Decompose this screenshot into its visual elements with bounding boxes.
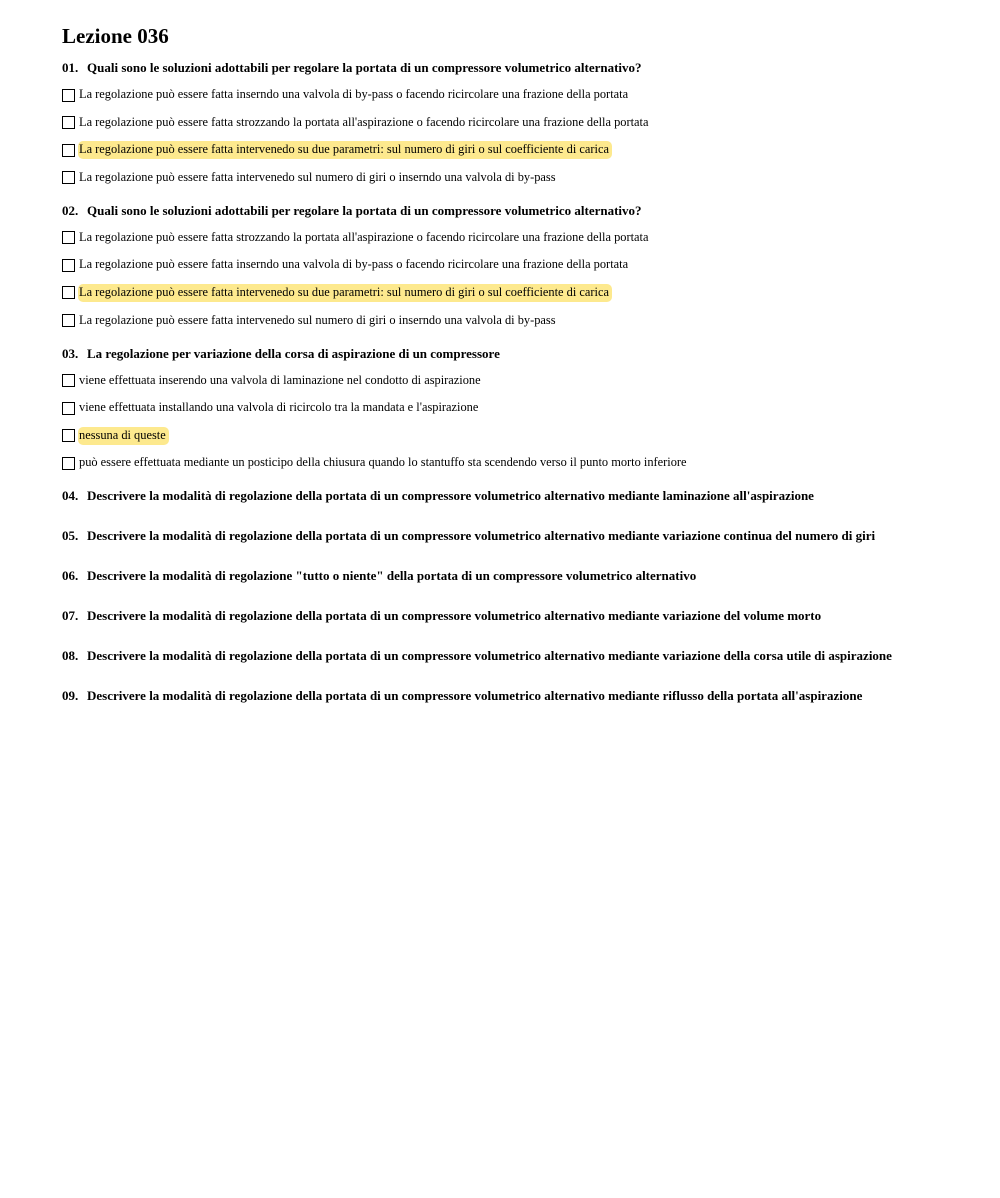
question-number: 05. — [62, 528, 79, 544]
question-heading — [62, 647, 962, 665]
question-text: Descrivere la modalità di regolazione "tutto o niente" della portata di un compressore volumetrico alternativo — [87, 568, 697, 584]
answer-option[interactable] — [62, 283, 962, 303]
question-8 — [62, 647, 962, 665]
answer-option[interactable] — [62, 311, 962, 331]
question-number: 08. — [62, 648, 79, 664]
question-number: 03. — [62, 345, 79, 361]
question-heading — [62, 202, 962, 220]
question-number: 02. — [62, 202, 79, 218]
answer-options — [62, 85, 962, 188]
answer-option[interactable] — [62, 228, 962, 248]
question-number: 01. — [62, 60, 79, 75]
question-text: Quali sono le soluzioni adottabili per regolare la portata di un compressore volumetrico alternativo? — [87, 60, 642, 75]
answer-text: La regolazione può essere fatta strozzando la portata all'aspirazione o facendo ricircolare una frazione della portata — [79, 229, 649, 244]
highlighted-answer-text: nessuna di queste — [78, 427, 169, 445]
question-number: 07. — [62, 608, 79, 624]
question-1 — [62, 59, 962, 188]
checkbox-icon[interactable] — [62, 89, 75, 102]
question-heading — [62, 487, 962, 505]
question-text: Quali sono le soluzioni adottabili per regolare la portata di un compressore volumetrico alternativo? — [87, 202, 642, 218]
question-3 — [62, 345, 962, 474]
question-2 — [62, 202, 962, 331]
checkbox-icon[interactable] — [62, 286, 75, 299]
question-heading — [62, 59, 962, 77]
answer-text: La regolazione può essere fatta intervenedo sul numero di giri o inserndo una valvola di by-pass — [79, 312, 556, 327]
answer-options — [62, 228, 962, 331]
checkbox-icon[interactable] — [62, 171, 75, 184]
answer-text: La regolazione può essere fatta inserndo una valvola di by-pass o facendo ricircolare una frazione della portata — [79, 257, 629, 272]
answer-option[interactable] — [62, 168, 962, 188]
question-heading — [62, 345, 962, 363]
answer-option[interactable] — [62, 255, 962, 275]
checkbox-icon[interactable] — [62, 259, 75, 272]
answer-option[interactable] — [62, 140, 962, 160]
answer-text: viene effettuata inserendo una valvola di laminazione nel condotto di aspirazione — [79, 372, 481, 387]
checkbox-icon[interactable] — [62, 457, 75, 470]
question-7 — [62, 607, 962, 625]
question-number: 09. — [62, 688, 79, 704]
question-list — [62, 59, 962, 705]
checkbox-icon[interactable] — [62, 402, 75, 415]
answer-text: La regolazione può essere fatta intervenedo sul numero di giri o inserndo una valvola di by-pass — [79, 169, 556, 184]
question-text: Descrivere la modalità di regolazione della portata di un compressore volumetrico alternativo mediante variazione continua del numero di giri — [87, 528, 876, 544]
question-heading — [62, 687, 962, 705]
question-heading — [62, 607, 962, 625]
checkbox-icon[interactable] — [62, 314, 75, 327]
answer-text: La regolazione può essere fatta strozzando la portata all'aspirazione o facendo ricircolare una frazione della portata — [79, 114, 649, 129]
question-text: Descrivere la modalità di regolazione della portata di un compressore volumetrico alternativo mediante variazione della corsa utile di aspirazione — [87, 648, 892, 664]
question-text: La regolazione per variazione della corsa di aspirazione di un compressore — [87, 345, 500, 361]
question-heading — [62, 527, 962, 545]
checkbox-icon[interactable] — [62, 429, 75, 442]
answer-option[interactable] — [62, 398, 962, 418]
answer-option[interactable] — [62, 371, 962, 391]
answer-option[interactable] — [62, 426, 962, 446]
highlighted-answer-text: La regolazione può essere fatta intervenedo su due parametri: sul numero di giri o sul coefficiente di carica — [78, 284, 612, 302]
question-6 — [62, 567, 962, 585]
question-text: Descrivere la modalità di regolazione della portata di un compressore volumetrico alternativo mediante riflusso della portata all'aspirazione — [87, 688, 863, 704]
checkbox-icon[interactable] — [62, 144, 75, 157]
answer-option[interactable] — [62, 85, 962, 105]
answer-option[interactable] — [62, 113, 962, 133]
highlighted-answer-text: La regolazione può essere fatta intervenedo su due parametri: sul numero di giri o sul coefficiente di carica — [78, 141, 612, 159]
document-page — [62, 22, 962, 727]
answer-text: La regolazione può essere fatta inserndo una valvola di by-pass o facendo ricircolare una frazione della portata — [79, 87, 629, 101]
checkbox-icon[interactable] — [62, 374, 75, 387]
question-text: Descrivere la modalità di regolazione della portata di un compressore volumetrico alternativo mediante laminazione all'aspirazione — [87, 488, 814, 504]
checkbox-icon[interactable] — [62, 116, 75, 129]
answer-options — [62, 371, 962, 474]
checkbox-icon[interactable] — [62, 231, 75, 244]
question-number: 04. — [62, 488, 79, 504]
lesson-title: Lezione 036 — [62, 24, 169, 48]
question-number: 06. — [62, 568, 79, 584]
answer-text: può essere effettuata mediante un posticipo della chiusura quando lo stantuffo sta scendendo verso il punto morto inferiore — [79, 455, 687, 470]
question-5 — [62, 527, 962, 545]
question-9 — [62, 687, 962, 705]
question-heading — [62, 567, 962, 585]
question-4 — [62, 487, 962, 505]
answer-text: viene effettuata installando una valvola di ricircolo tra la mandata e l'aspirazione — [79, 400, 479, 415]
question-text: Descrivere la modalità di regolazione della portata di un compressore volumetrico alternativo mediante variazione del volume morto — [87, 608, 822, 624]
answer-option[interactable] — [62, 453, 962, 473]
